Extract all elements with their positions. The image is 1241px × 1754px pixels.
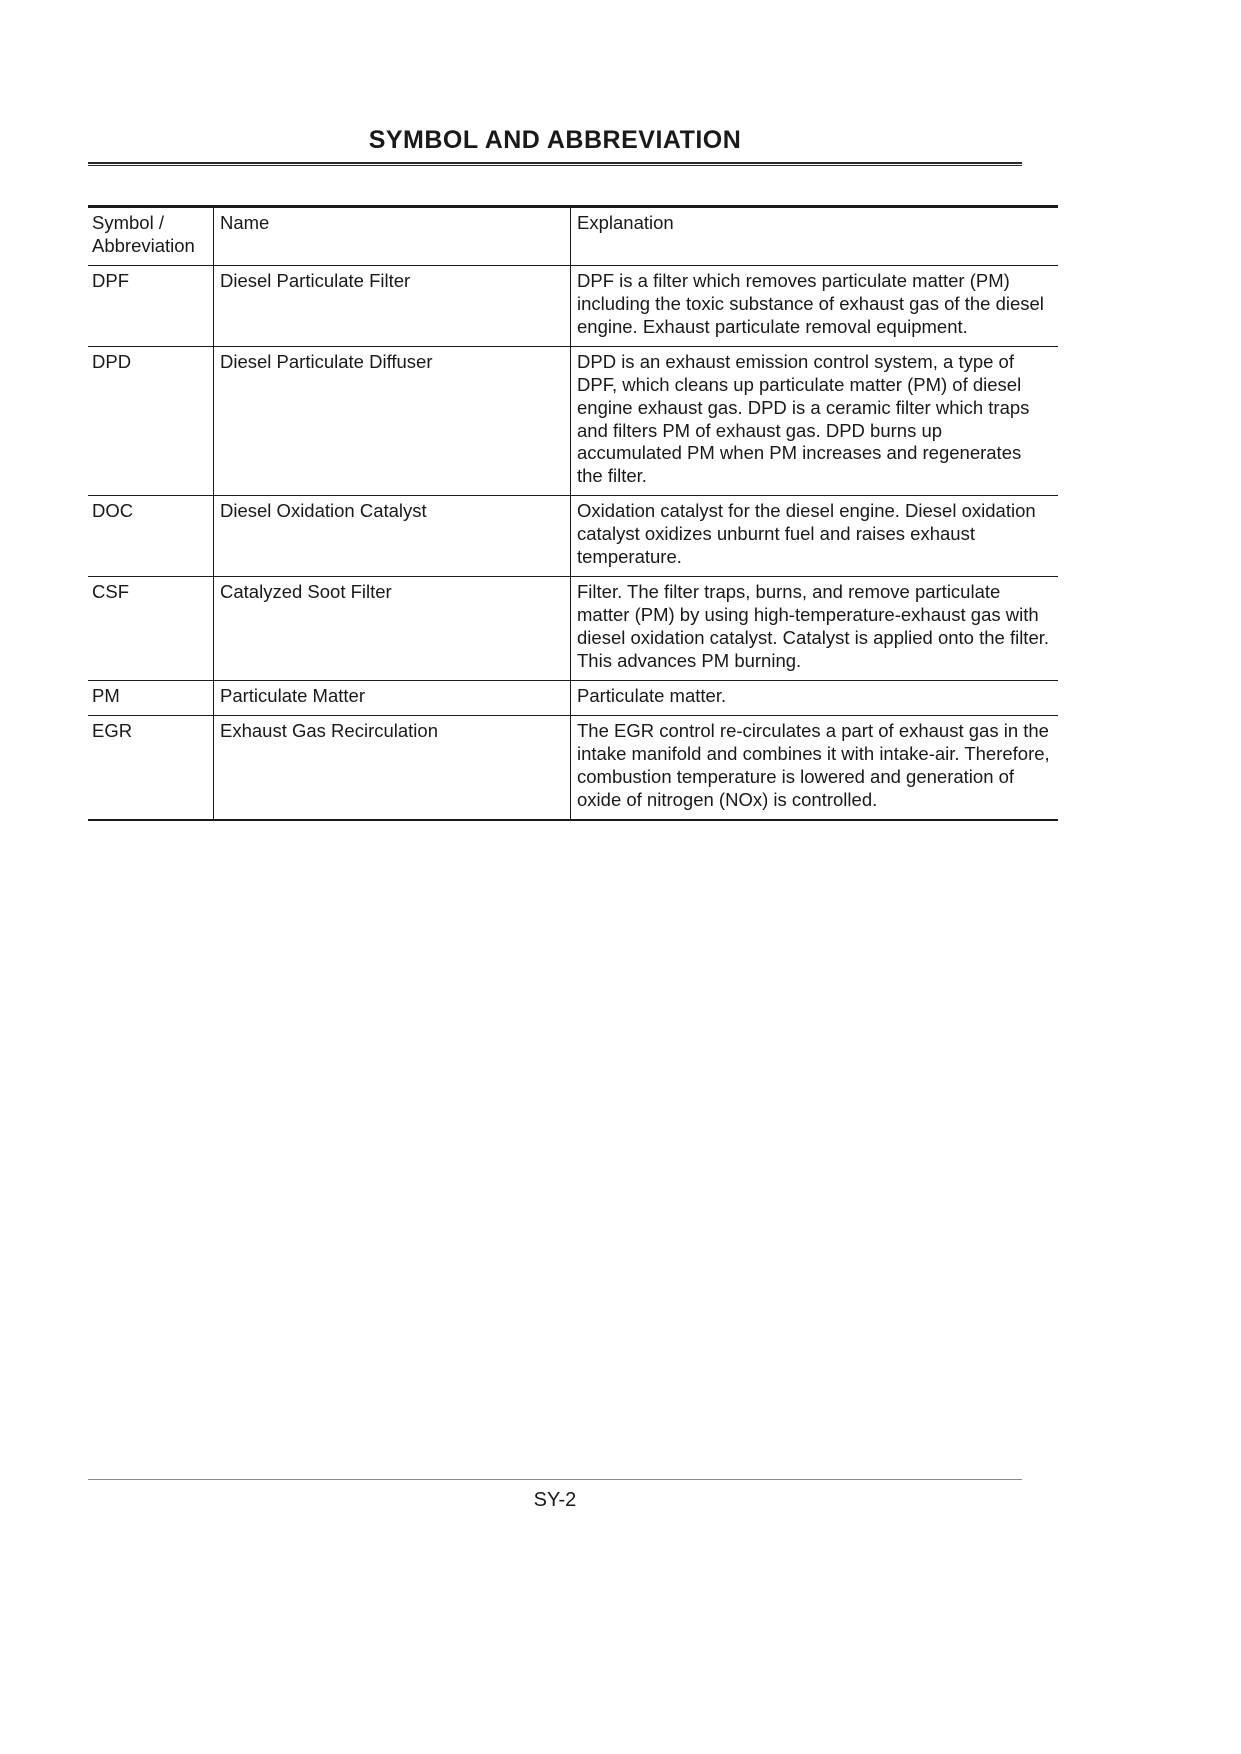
symbol-cell: DPD — [88, 346, 214, 496]
name-cell: Diesel Particulate Diffuser — [214, 346, 571, 496]
symbol-cell: DOC — [88, 496, 214, 577]
explanation-cell: Particulate matter. — [571, 680, 1059, 715]
explanation-cell: DPD is an exhaust emission control system, a type of DPF, which cleans up particulate matter (PM) of diesel engine exhaust gas. DPD is a ceramic filter which traps and filters PM of exhaust gas. DPD burns up accumulated PM when PM increases and regenerates the filter. — [571, 346, 1059, 496]
abbreviation-table — [88, 205, 1058, 821]
header-explanation: Explanation — [571, 207, 1059, 266]
symbol-cell: EGR — [88, 715, 214, 819]
name-cell: Diesel Particulate Filter — [214, 265, 571, 346]
table-row — [88, 715, 1058, 819]
footer-divider — [88, 1479, 1022, 1480]
explanation-cell: The EGR control re-circulates a part of exhaust gas in the intake manifold and combines it with intake-air. Therefore, combustion temperature is lowered and generation of oxide of nitrogen (NOx) is controlled. — [571, 715, 1059, 819]
symbol-cell: PM — [88, 680, 214, 715]
table-header-row — [88, 207, 1058, 266]
table-row — [88, 577, 1058, 681]
symbol-cell: DPF — [88, 265, 214, 346]
table-row — [88, 346, 1058, 496]
name-cell: Exhaust Gas Recirculation — [214, 715, 571, 819]
title-divider — [88, 162, 1022, 166]
explanation-cell: Oxidation catalyst for the diesel engine. Diesel oxidation catalyst oxidizes unburnt fuel and raises exhaust temperature. — [571, 496, 1059, 577]
table-row — [88, 265, 1058, 346]
name-cell: Catalyzed Soot Filter — [214, 577, 571, 681]
page-number: SY-2 — [533, 1489, 577, 1511]
table-row — [88, 496, 1058, 577]
header-symbol-abbreviation: Symbol / Abbreviation — [88, 207, 214, 266]
name-cell: Diesel Oxidation Catalyst — [214, 496, 571, 577]
page-title: SYMBOL AND ABBREVIATION — [368, 126, 742, 154]
table-row — [88, 680, 1058, 715]
symbol-cell: CSF — [88, 577, 214, 681]
header-name: Name — [214, 207, 571, 266]
name-cell: Particulate Matter — [214, 680, 571, 715]
explanation-cell: DPF is a filter which removes particulate matter (PM) including the toxic substance of exhaust gas of the diesel engine. Exhaust particulate removal equipment. — [571, 265, 1059, 346]
explanation-cell: Filter. The filter traps, burns, and remove particulate matter (PM) by using high-temperature-exhaust gas with diesel oxidation catalyst. Catalyst is applied onto the filter. This advances PM burning. — [571, 577, 1059, 681]
